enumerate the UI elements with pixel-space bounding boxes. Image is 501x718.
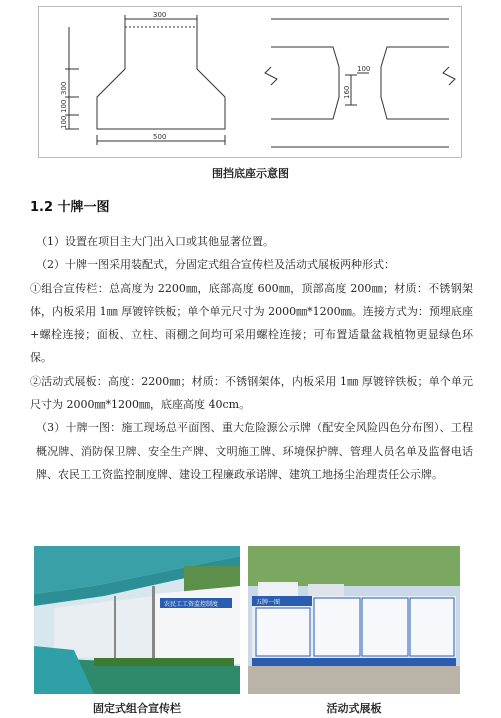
photo-mobile-board-image <box>248 546 460 694</box>
paragraph: （1）设置在项目主大门出入口或其他显著位置。 <box>36 235 274 248</box>
dim-h2: 100 <box>60 99 68 113</box>
base-diagram <box>38 6 462 158</box>
paragraph: （2）十牌一图采用装配式，分固定式组合宣传栏及活动式展板两种形式： <box>36 258 395 272</box>
paragraph: ②活动式展板：高度：2200㎜；材质：不锈钢架体，内板采用 1㎜ 厚镀锌铁板；单个单元尺寸为 2000㎜*1200㎜，底座高度 40cm。 <box>30 374 473 412</box>
photo-mobile-board <box>248 546 460 694</box>
paragraph: （3）十牌一图：施工现场总平面图、重大危险源公示牌（配安全风险四色分布图）、工程概况牌、消防保卫牌、安全生产牌、文明施工牌、环境保护牌、管理人员名单及监督电话牌、农民工工资监控制度牌、建设工程廉政承诺牌、建筑工地扬尘治理责任公示牌。 <box>36 421 473 481</box>
base-diagram-drawing <box>39 7 461 157</box>
dim-h3: 100 <box>60 115 68 129</box>
left-sign-title: 农民工工资监控制度 <box>164 601 219 608</box>
right-sign-title: 五牌一图 <box>256 599 281 606</box>
dim-bottom-width: 500 <box>153 133 167 141</box>
dim-slot: 160 <box>343 85 351 99</box>
right-photo-caption: 活动式展板 <box>326 702 382 715</box>
paragraph: ①组合宣传栏：总高度为 2200㎜，底部高度 600㎜，顶部高度 200㎜；材质：不锈钢架体，内板采用 1㎜ 厚镀锌铁板；单个单元尺寸为 2000㎜*1200㎜。连接方式为：预埋底座+螺栓连接；面板、立柱、雨棚之间均可采用螺栓连接；可布置适量盆栽植物更显绿色环保。 <box>30 281 473 365</box>
dim-slot-width: 100 <box>357 65 371 73</box>
left-photo-caption: 固定式组合宣传栏 <box>93 702 181 715</box>
dim-h1: 300 <box>60 81 68 95</box>
dim-top-width: 300 <box>153 11 167 19</box>
diagram-caption: 围挡底座示意图 <box>212 167 289 180</box>
section-heading: 1.2 十牌一图 <box>30 200 110 215</box>
photo-fixed-board <box>34 546 240 694</box>
body-text <box>30 230 473 486</box>
photo-fixed-board-image <box>34 546 240 694</box>
